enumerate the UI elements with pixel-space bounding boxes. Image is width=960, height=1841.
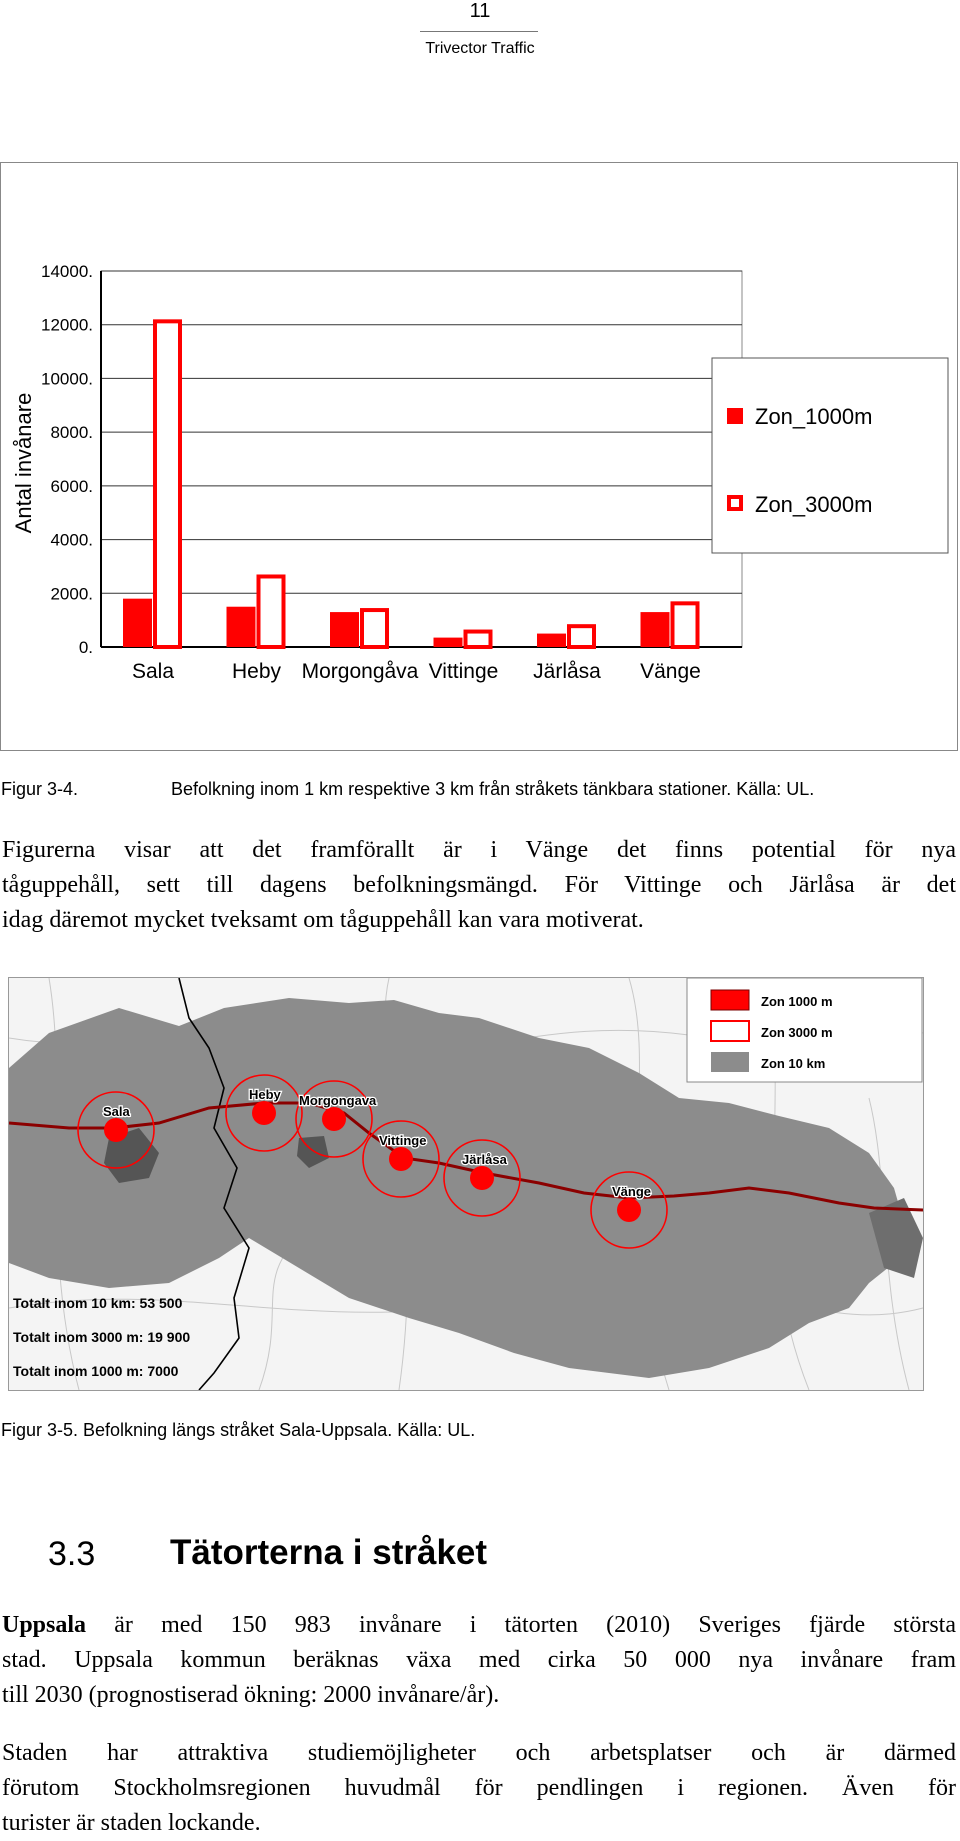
legend-zone-10km-label: Zon 10 km bbox=[761, 1056, 826, 1071]
bar-zon-3000m bbox=[673, 603, 698, 647]
station-label: Morgongava bbox=[299, 1093, 377, 1108]
legend-zone-3000-swatch bbox=[711, 1021, 749, 1041]
total-10km: Totalt inom 10 km: 53 500 bbox=[13, 1295, 183, 1311]
legend-swatch-zon-3000m bbox=[729, 497, 741, 509]
x-tick-label: Järlåsa bbox=[533, 660, 601, 683]
paragraph-2 bbox=[2, 1608, 956, 1713]
station-label: Vittinge bbox=[379, 1133, 427, 1148]
zone-1000-dot bbox=[322, 1107, 346, 1131]
y-tick-label: 2000. bbox=[50, 584, 93, 604]
legend-label-zon-1000m: Zon_1000m bbox=[755, 404, 873, 429]
legend-zone-10km-swatch bbox=[711, 1052, 749, 1072]
zone-1000-dot bbox=[617, 1198, 641, 1222]
x-tick-label: Heby bbox=[231, 660, 282, 683]
bar-zon-1000m bbox=[537, 634, 566, 647]
bar-chart-svg bbox=[1, 163, 957, 750]
y-tick-label: 10000. bbox=[41, 369, 93, 389]
paragraph-2-line-3: till 2030 (prognostiserad ökning: 2000 invånare/år). bbox=[2, 1682, 500, 1708]
legend-swatch-zon-1000m bbox=[727, 408, 743, 424]
zone-1000-dot bbox=[104, 1118, 128, 1142]
map-svg bbox=[9, 978, 923, 1390]
section-number: 3.3 bbox=[48, 1535, 96, 1573]
x-tick-label: Sala bbox=[131, 660, 175, 683]
zone-1000-dot bbox=[252, 1101, 276, 1125]
x-tick-label: Vittinge bbox=[428, 660, 499, 683]
legend-zone-3000-label: Zon 3000 m bbox=[761, 1025, 833, 1040]
paragraph-1-line-1: Figurerna visar att det framförallt är i Vänge det finns potential för nya bbox=[2, 837, 956, 863]
legend-zone-1000-label: Zon 1000 m bbox=[761, 994, 833, 1009]
bar-zon-3000m bbox=[259, 576, 284, 647]
paragraph-3-line-1: Staden har attraktiva studiemöjligheter och arbetsplatser och är därmed bbox=[2, 1740, 956, 1766]
paragraph-2-line-1 bbox=[2, 1608, 956, 1643]
header-divider bbox=[420, 31, 538, 32]
paragraph-1 bbox=[2, 833, 956, 938]
station-label: Heby bbox=[249, 1087, 281, 1102]
bar-zon-3000m bbox=[155, 321, 180, 647]
bar-zon-1000m bbox=[434, 638, 463, 647]
bar-zon-3000m bbox=[569, 626, 594, 647]
bar-zon-1000m bbox=[641, 612, 670, 647]
x-tick-label: Vänge bbox=[640, 660, 701, 683]
chart-legend bbox=[712, 358, 948, 553]
y-tick-label: 0. bbox=[78, 638, 93, 657]
y-tick-label: 12000. bbox=[41, 315, 93, 335]
paragraph-3-line-3: turister är staden lockande. bbox=[2, 1810, 261, 1836]
legend-zone-1000-swatch bbox=[711, 990, 749, 1010]
y-tick-label: 6000. bbox=[50, 476, 93, 496]
paragraph-2-line-1-rest: är med 150 983 invånare i tätorten (2010) Sveriges fjärde största bbox=[86, 1612, 956, 1638]
bar-zon-1000m bbox=[330, 612, 359, 647]
paragraph-1-line-2: tåguppehåll, sett till dagens befolkningsmängd. För Vittinge och Järlåsa är det bbox=[2, 872, 956, 898]
station-label: Sala bbox=[103, 1104, 130, 1119]
map-totals bbox=[13, 1295, 190, 1379]
paragraph-1-line-3: idag däremot mycket tveksamt om tåguppehåll kan vara motiverat. bbox=[2, 907, 644, 933]
paragraph-3-line-2: förutom Stockholmsregionen huvudmål för pendlingen i regionen. Även för bbox=[2, 1775, 956, 1801]
station-label: Vänge bbox=[612, 1184, 652, 1199]
corridor-map bbox=[8, 977, 924, 1391]
map-legend bbox=[687, 978, 922, 1082]
paragraph-3 bbox=[2, 1736, 956, 1841]
total-3000m: Totalt inom 3000 m: 19 900 bbox=[13, 1329, 191, 1345]
figure-3-4-caption: Befolkning inom 1 km respektive 3 km från stråkets tänkbara stationer. Källa: UL. bbox=[171, 779, 815, 799]
figure-3-5-caption: Figur 3-5. Befolkning längs stråket Sala-Uppsala. Källa: UL. bbox=[1, 1420, 476, 1440]
paragraph-2-line-2: stad. Uppsala kommun beräknas växa med cirka 50 000 nya invånare fram bbox=[2, 1647, 956, 1673]
header-company: Trivector Traffic bbox=[425, 40, 535, 57]
bar-zon-1000m bbox=[227, 607, 256, 647]
total-1000m: Totalt inom 1000 m: 7000 bbox=[13, 1363, 179, 1379]
population-bar-chart bbox=[0, 162, 958, 751]
bar-zon-3000m bbox=[362, 610, 387, 647]
zone-1000-dot bbox=[470, 1166, 494, 1190]
y-tick-label: 8000. bbox=[50, 423, 93, 443]
paragraph-2-bold-lead: Uppsala bbox=[2, 1612, 87, 1638]
y-axis-label: Antal invånare bbox=[11, 392, 36, 534]
plot-area-border bbox=[101, 271, 742, 647]
section-title: Tätorterna i stråket bbox=[170, 1533, 488, 1572]
page-number: 11 bbox=[469, 0, 491, 22]
figure-3-4-label: Figur 3-4. bbox=[1, 779, 79, 799]
zone-1000-dot bbox=[389, 1147, 413, 1171]
bar-zon-1000m bbox=[123, 599, 152, 647]
y-tick-label: 14000. bbox=[41, 262, 93, 281]
y-tick-label: 4000. bbox=[50, 530, 93, 550]
station-label: Järlåsa bbox=[462, 1152, 507, 1167]
bar-zon-3000m bbox=[466, 632, 491, 647]
x-tick-label: Morgongåva bbox=[301, 660, 419, 683]
legend-label-zon-3000m: Zon_3000m bbox=[755, 492, 873, 517]
